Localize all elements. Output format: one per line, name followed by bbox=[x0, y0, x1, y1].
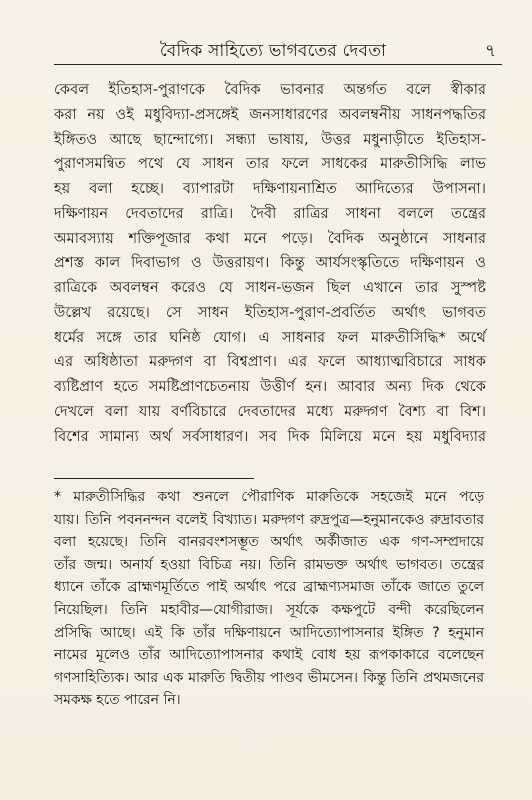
text-line: বিশের সামান্য অর্থ সর্বসাধারণ। সব দিক মিলিয়ে মনে হয় মধুবিদ্যার bbox=[54, 427, 486, 445]
text-line: দেখলে বলা যায় বর্ণবিচারে দেবতাদের মধ্যে মরুদ্গণ বৈশ্য বা বিশ। bbox=[54, 402, 486, 420]
footnote-line: বলা হয়েছে। তিনি বানরবংশসম্ভূত অর্থাৎ অর্কীজাত এক গণ-সম্প্রদায়ে bbox=[54, 534, 484, 551]
header-rule bbox=[54, 64, 502, 65]
footnote-line: যায়। তিনি পবননন্দন বলেই বিখ্যাত। মরুদ্গণ রুদ্রপুত্র—হনুমানকেও রুদ্রাবতার bbox=[54, 511, 484, 528]
text-line: রাত্রিকে অবলম্বন করেও যে সাধন-ভজন ছিল এখানে তার সুস্পষ্ট bbox=[54, 279, 486, 296]
text-line: কেবল ইতিহাস-পুরাণকে বৈদিক ভাবনার অন্তর্গত বলে স্বীকার bbox=[54, 81, 486, 98]
footnote-line: প্রসিদ্ধি আছে। এই কি তাঁর দক্ষিণায়নে আদিত্যোপাসনার ইঙ্গিত ? হনুমান bbox=[54, 624, 484, 641]
running-title: বৈদিক সাহিত্যে ভাগবতের দেবতা bbox=[159, 41, 387, 61]
text-line: দক্ষিণায়ন দেবতাদের রাত্রি। দৈবী রাত্রির সাধনা বললে তন্ত্রের bbox=[54, 204, 486, 222]
running-header bbox=[46, 38, 500, 64]
text-line: ধর্মের সঙ্গে তার ঘনিষ্ঠ যোগ। এ সাধনার ফল মারুতীসিদ্ধি* অর্থে bbox=[54, 328, 486, 346]
footnote-line: নিয়েছিল। তিনি মহাবীর—যোগীরাজ। সূর্যকে কক্ষপুটে বন্দী করেছিলেন bbox=[54, 601, 484, 618]
text-line: ব্যষ্টিপ্রাণ হতে সমষ্টিপ্রাণচেতনায় উত্তীর্ণ হন। আবার অন্য দিক থেকে bbox=[54, 378, 486, 395]
footnote-line: ধ্যানে তাঁকে ব্রাহ্মণমূর্তিতে পাই অর্থাৎ পরে ব্রাহ্মণ্যসমাজ তাঁকে জাতে তুলে bbox=[54, 579, 484, 596]
text-line: এর অধিষ্ঠাতা মরুদ্গণ বা বিশ্বপ্রাণ। এর ফলে আধ্যাত্মবিচারে সাধক bbox=[54, 353, 486, 371]
footnote-line: গণসাহিত্যিক। আর এক মারুতি দ্বিতীয় পাণ্ডব ভীমসেন। কিন্তু তিনি প্রথমজনের bbox=[54, 669, 484, 686]
text-line: অমাবস্যায় শক্তিপূজার কথা মনে পড়ে। বৈদিক অনুষ্ঠানে সাধনার bbox=[54, 229, 486, 247]
text-line: ইঙ্গিতও আছে ছান্দোগ্যে। সন্ধ্যা ভাষায়, উত্তর মধুনাড়ীতে ইতিহাস- bbox=[54, 130, 486, 148]
main-text bbox=[54, 78, 486, 449]
text-line: করা নয় ওই মধুবিদ্যা-প্রসঙ্গেই জনসাধারণের অবলম্বনীয় সাধনপদ্ধতির bbox=[54, 105, 486, 123]
footnote-line: * মারুতীসিদ্ধির কথা শুনলে পৌরাণিক মারুতিকে সহজেই মনে পড়ে bbox=[54, 489, 484, 505]
text-line: পুরাণসমন্বিত পথে যে সাধন তার ফলে সাধকের মারুতীসিদ্ধি লাভ bbox=[54, 155, 486, 173]
footnote-line: সমকক্ষ হতে পারেন নি। bbox=[54, 692, 181, 709]
page-number: ৭ bbox=[484, 41, 496, 61]
text-line: উল্লেখ রয়েছে। সে সাধন ইতিহাস-পুরাণ-প্রবর্তিত অর্থাৎ ভাগবত bbox=[54, 303, 486, 321]
footnote-rule bbox=[54, 478, 254, 479]
text-line: প্রশস্ত কাল দিবাভাগ ও উত্তরায়ণ। কিন্তু আর্যসংস্কৃতিতে দক্ষিণায়ন ও bbox=[54, 254, 486, 272]
text-line: হয় বলা হচ্ছে। ব্যাপারটা দক্ষিণায়নাশ্রিত আদিত্যের উপাসনা। bbox=[54, 180, 486, 197]
footnote-line: তাঁর জন্ম। অনার্য হওয়া বিচিত্র নয়। তিনি রামভক্ত অর্থাৎ ভাগবত। তন্ত্রের bbox=[54, 556, 484, 573]
footnote-line: নামের মূলেও তাঁর আদিত্যোপাসনার কথাই বোধ হয় রূপকাকারে বলেছেন bbox=[54, 647, 484, 664]
footnote bbox=[54, 486, 484, 712]
